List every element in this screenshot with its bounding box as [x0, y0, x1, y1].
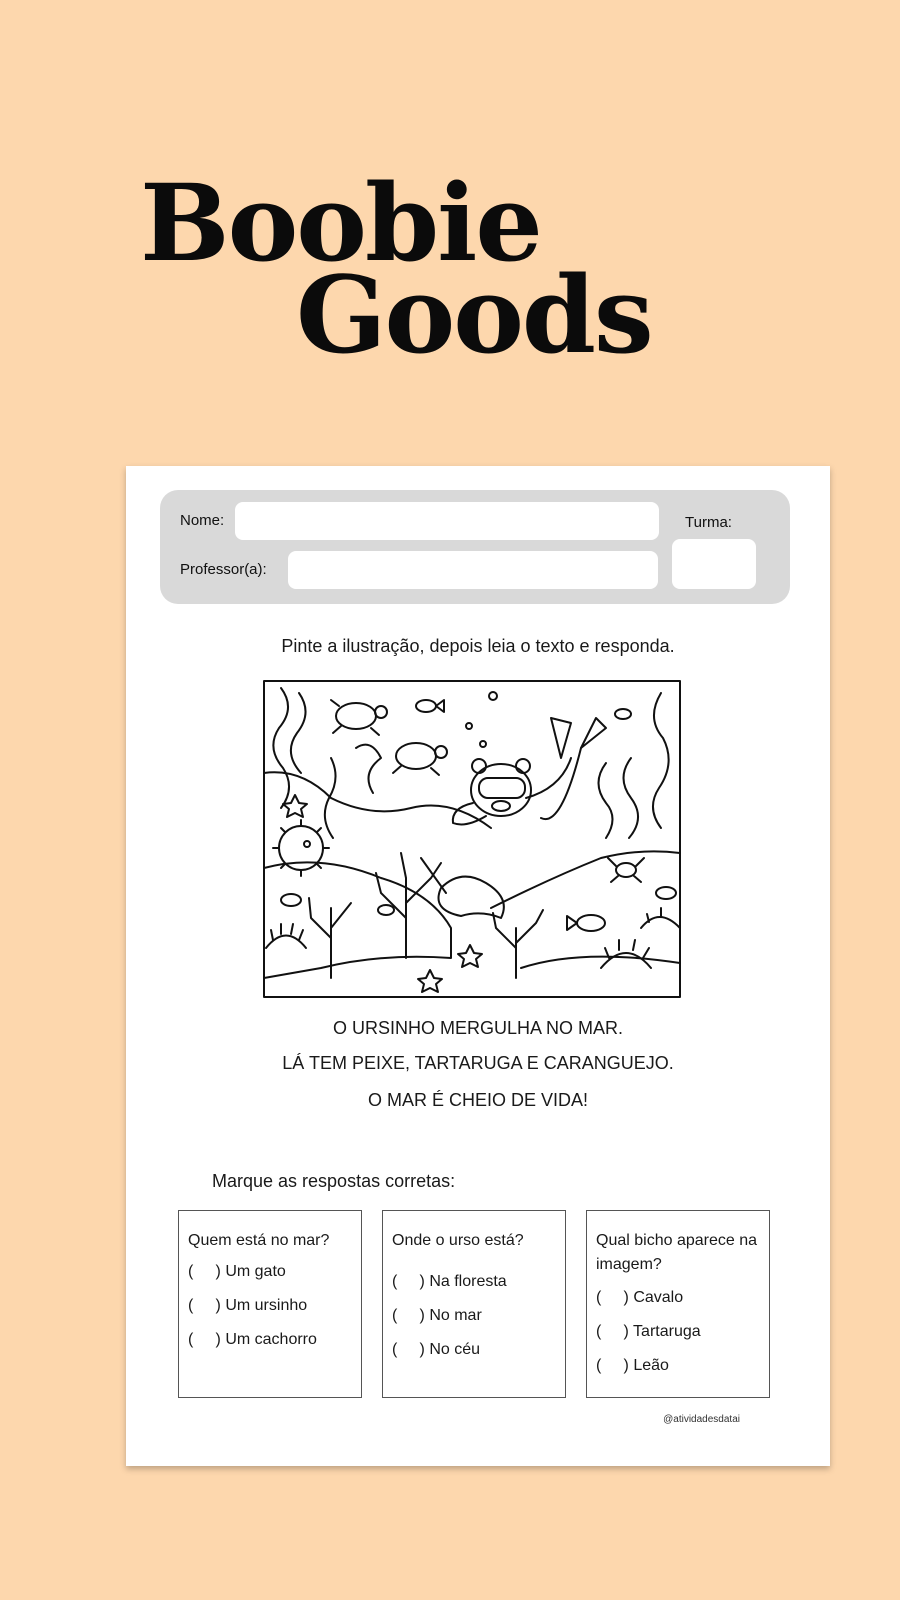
story-line-3: O MAR É CHEIO DE VIDA! — [367, 1090, 589, 1110]
answer-option[interactable]: ( ) Um ursinho — [188, 1297, 308, 1314]
answer-option[interactable]: ( ) Na floresta — [392, 1273, 507, 1290]
class-field[interactable] — [672, 539, 756, 589]
teacher-label: Professor(a): — [180, 561, 267, 578]
class-label: Turma: — [685, 514, 732, 531]
name-label: Nome: — [180, 512, 225, 529]
story-line-1: O URSINHO MERGULHA NO MAR. — [332, 1018, 624, 1038]
hero-title-line-1: Boobie — [140, 160, 541, 285]
worksheet-page — [126, 466, 830, 1466]
answer-option[interactable]: ( ) Cavalo — [596, 1289, 684, 1306]
question-title: Onde o urso está? — [392, 1232, 524, 1249]
ocean-coloring-illustration-icon — [261, 678, 683, 1000]
hero-title-line-2: Goods — [296, 252, 652, 377]
question-card-2 — [382, 1210, 566, 1398]
answer-option[interactable]: ( ) No céu — [392, 1341, 481, 1358]
question-card-3 — [586, 1210, 770, 1398]
answer-option[interactable]: ( ) Leão — [596, 1357, 669, 1374]
student-info-header — [160, 490, 790, 604]
answer-option[interactable]: ( ) No mar — [392, 1307, 482, 1324]
answer-option[interactable]: ( ) Um gato — [188, 1263, 286, 1280]
questions-prompt: Marque as respostas corretas: — [212, 1171, 456, 1191]
answer-option[interactable]: ( ) Um cachorro — [188, 1331, 317, 1348]
story-line-2: LÁ TEM PEIXE, TARTARUGA E CARANGUEJO. — [282, 1053, 674, 1073]
teacher-field[interactable] — [288, 551, 658, 589]
name-field[interactable] — [235, 502, 659, 540]
credit-handle: @atividadesdatai — [663, 1414, 740, 1425]
question-title: Quem está no mar? — [188, 1232, 330, 1249]
question-title: Qual bicho aparece na imagem? — [596, 1232, 757, 1273]
instructions-text: Pinte a ilustração, depois leia o texto e responda. — [281, 636, 675, 656]
answer-option[interactable]: ( ) Tartaruga — [596, 1323, 701, 1340]
question-card-1 — [178, 1210, 362, 1398]
